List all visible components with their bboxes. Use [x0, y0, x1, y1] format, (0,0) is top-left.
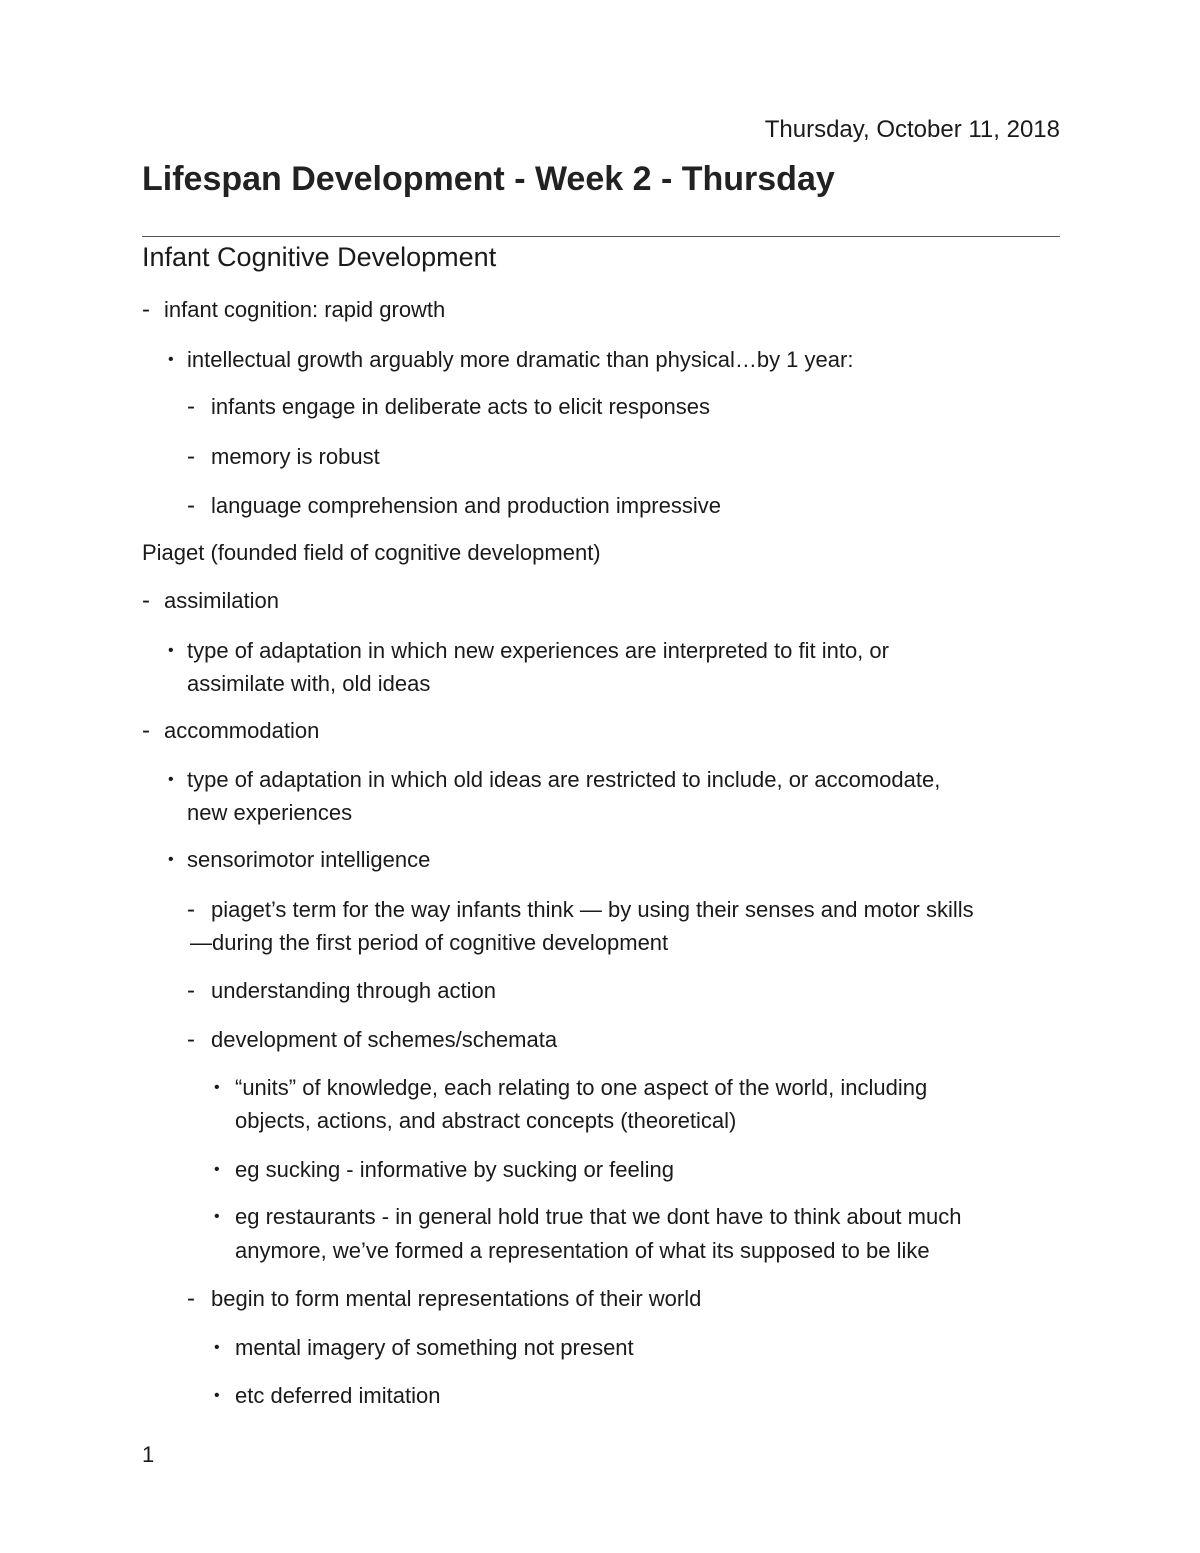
outline-line: begin to form mental representations of their world [211, 1286, 702, 1311]
dash-marker: - [142, 296, 150, 323]
outline-line: new experiences [187, 800, 353, 825]
dash-marker: - [142, 717, 150, 744]
outline-line: objects, actions, and abstract concepts (theoretical) [235, 1108, 737, 1133]
outline-line: development of schemes/schemata [211, 1027, 558, 1052]
dash-marker: - [187, 977, 195, 1004]
outline-line: infant cognition: rapid growth [164, 297, 446, 322]
bullet-marker: • [168, 351, 174, 368]
outline-line: understanding through action [211, 978, 496, 1003]
dash-marker: - [187, 393, 195, 420]
outline-line: Piaget (founded field of cognitive development) [142, 540, 601, 565]
bullet-marker: • [214, 1339, 220, 1356]
outline-line: anymore, we’ve formed a representation of what its supposed to be like [235, 1238, 930, 1263]
outline-line: type of adaptation in which old ideas are restricted to include, or accomodate, [187, 767, 941, 792]
document-date: Thursday, October 11, 2018 [764, 116, 1060, 143]
bullet-marker: • [168, 642, 174, 659]
bullet-marker: • [214, 1079, 220, 1096]
outline-line: assimilate with, old ideas [187, 671, 431, 696]
outline-line: etc deferred imitation [235, 1383, 441, 1408]
bullet-marker: • [168, 851, 174, 868]
dash-marker: - [187, 492, 195, 519]
dash-marker: - [187, 896, 195, 923]
title-divider [142, 236, 1060, 237]
outline-line: language comprehension and production impressive [211, 493, 721, 518]
dash-marker: - [142, 587, 150, 614]
outline-line: sensorimotor intelligence [187, 847, 431, 872]
page-number: 1 [142, 1442, 155, 1467]
document-title: Lifespan Development - Week 2 - Thursday [142, 160, 835, 198]
outline-line: —during the first period of cognitive development [190, 930, 669, 955]
outline-line: intellectual growth arguably more dramatic than physical…by 1 year: [187, 347, 854, 372]
outline-line: mental imagery of something not present [235, 1335, 634, 1360]
outline-line: type of adaptation in which new experiences are interpreted to fit into, or [187, 638, 889, 663]
outline-line: assimilation [164, 588, 279, 613]
outline-line: infants engage in deliberate acts to elicit responses [211, 394, 710, 419]
section-heading: Infant Cognitive Development [142, 242, 497, 272]
bullet-marker: • [214, 1208, 220, 1225]
outline-line: memory is robust [211, 444, 380, 469]
outline-line: “units” of knowledge, each relating to one aspect of the world, including [235, 1075, 928, 1100]
outline-line: accommodation [164, 718, 320, 743]
outline-line: eg sucking - informative by sucking or feeling [235, 1157, 674, 1182]
outline-line: eg restaurants - in general hold true that we dont have to think about much [235, 1204, 962, 1229]
dash-marker: - [187, 443, 195, 470]
dash-marker: - [187, 1026, 195, 1053]
outline-line: piaget’s term for the way infants think — by using their senses and motor skills [211, 897, 974, 922]
bullet-marker: • [168, 771, 174, 788]
dash-marker: - [187, 1285, 195, 1312]
bullet-marker: • [214, 1161, 220, 1178]
bullet-marker: • [214, 1387, 220, 1404]
